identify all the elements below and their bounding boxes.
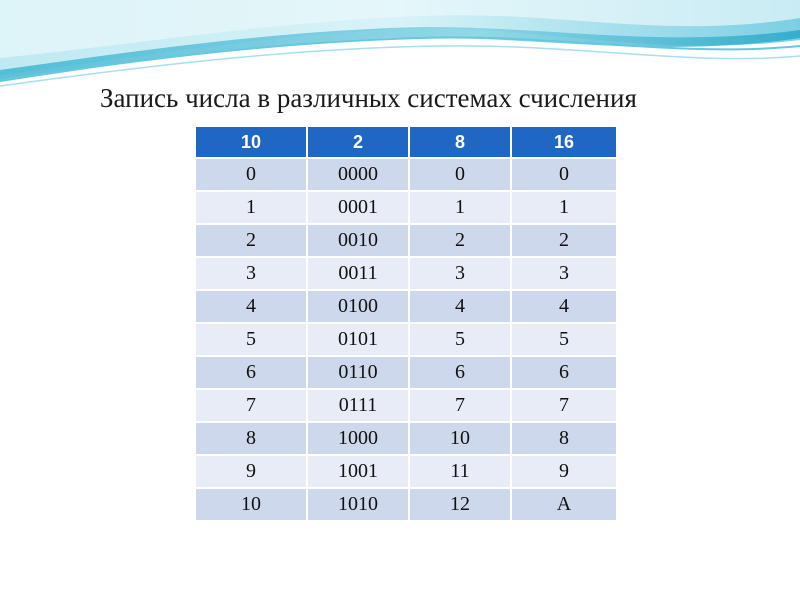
table-row [195,323,617,356]
header-base-16: 16 [511,126,617,158]
cell-base-2: 0010 [307,224,409,257]
cell-base-8: 4 [409,290,511,323]
cell-base-16: 2 [511,224,617,257]
cell-base-2: 0110 [307,356,409,389]
table-row [195,389,617,422]
cell-base-16: 4 [511,290,617,323]
cell-base-8: 12 [409,488,511,521]
cell-base-10: 9 [195,455,307,488]
cell-base-16: 5 [511,323,617,356]
table-header-row [195,126,617,158]
cell-base-10: 8 [195,422,307,455]
cell-base-2: 0100 [307,290,409,323]
cell-base-8: 7 [409,389,511,422]
cell-base-2: 0011 [307,257,409,290]
table-row [195,158,617,191]
cell-base-10: 10 [195,488,307,521]
cell-base-8: 10 [409,422,511,455]
cell-base-8: 2 [409,224,511,257]
cell-base-16: 7 [511,389,617,422]
cell-base-8: 3 [409,257,511,290]
cell-base-16: 8 [511,422,617,455]
cell-base-10: 4 [195,290,307,323]
cell-base-2: 0101 [307,323,409,356]
header-base-10: 10 [195,126,307,158]
cell-base-8: 1 [409,191,511,224]
cell-base-2: 1000 [307,422,409,455]
cell-base-8: 5 [409,323,511,356]
cell-base-16: A [511,488,617,521]
cell-base-10: 6 [195,356,307,389]
table-row [195,422,617,455]
cell-base-10: 7 [195,389,307,422]
cell-base-10: 5 [195,323,307,356]
cell-base-16: 3 [511,257,617,290]
header-base-2: 2 [307,126,409,158]
cell-base-8: 0 [409,158,511,191]
cell-base-10: 3 [195,257,307,290]
cell-base-16: 9 [511,455,617,488]
cell-base-16: 6 [511,356,617,389]
table-row [195,455,617,488]
slide-title: Запись числа в различных системах счисления [100,83,637,113]
table-row [195,257,617,290]
cell-base-2: 0001 [307,191,409,224]
table-row [195,224,617,257]
table-row [195,488,617,521]
table-row [195,290,617,323]
cell-base-10: 2 [195,224,307,257]
cell-base-16: 0 [511,158,617,191]
cell-base-10: 1 [195,191,307,224]
cell-base-16: 1 [511,191,617,224]
cell-base-2: 1001 [307,455,409,488]
cell-base-2: 0111 [307,389,409,422]
cell-base-2: 0000 [307,158,409,191]
table-row [195,191,617,224]
cell-base-10: 0 [195,158,307,191]
header-base-8: 8 [409,126,511,158]
cell-base-8: 11 [409,455,511,488]
cell-base-2: 1010 [307,488,409,521]
table-row [195,356,617,389]
cell-base-8: 6 [409,356,511,389]
number-systems-table [194,125,618,522]
